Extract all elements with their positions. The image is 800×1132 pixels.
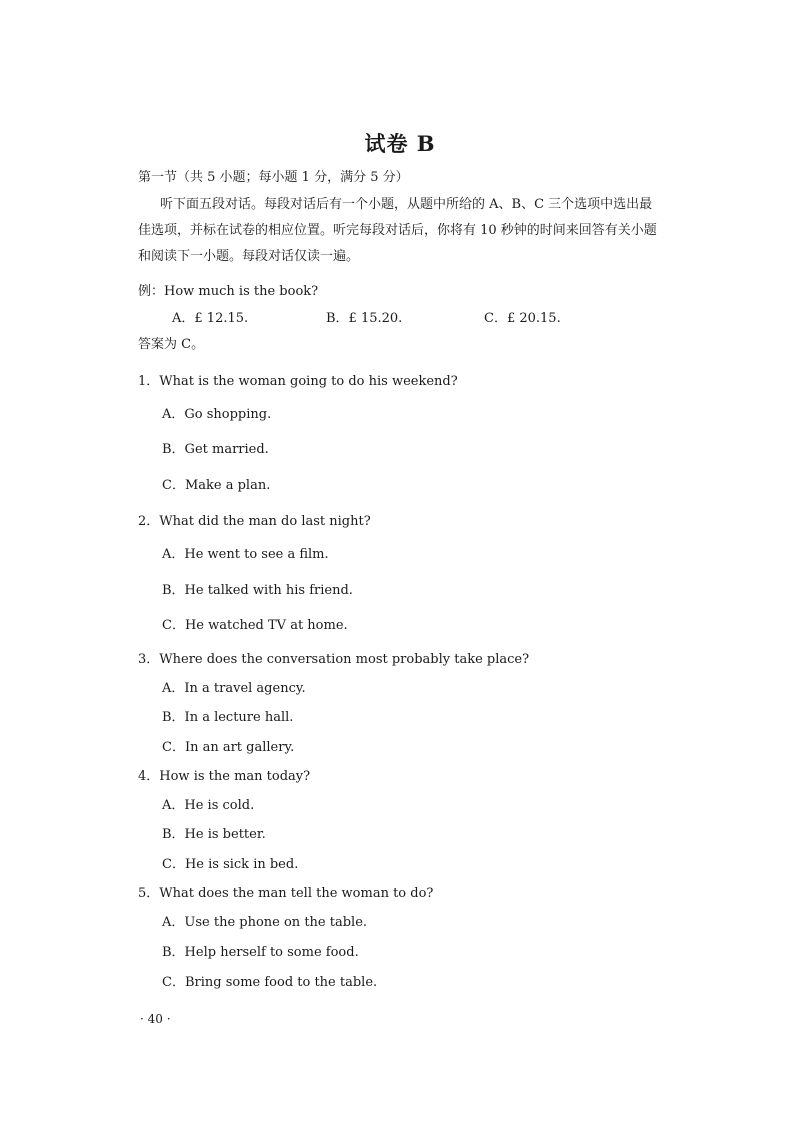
question-3: 3．Where does the conversation most probably take place? [138, 652, 530, 667]
page-number: · 40 · [140, 1012, 171, 1026]
question-4: 4．How is the man today? [138, 769, 311, 784]
question-1-option-a: A．Go shopping. [162, 407, 272, 422]
section-heading: 第一节（共 5 小题；每小题 1 分，满分 5 分） [138, 170, 409, 185]
page-title: 试卷 B [364, 131, 436, 156]
question-1-option-b: B．Get married. [162, 442, 269, 457]
instruction-line: 听下面五段对话。每段对话后有一个小题，从题中所给的 A、B、C 三个选项中选出最 [160, 197, 653, 212]
example-option-c: C．£ 20.15. [484, 311, 561, 326]
question-2-option-c: C．He watched TV at home. [162, 618, 348, 633]
example-question: 例：How much is the book? [138, 284, 319, 299]
example-option-a: A．£ 12.15. [172, 311, 249, 326]
question-5-option-c: C．Bring some food to the table. [162, 975, 378, 990]
question-3-option-b: B．In a lecture hall. [162, 710, 294, 725]
question-1: 1．What is the woman going to do his weekend? [138, 374, 458, 389]
example-option-b: B．£ 15.20. [326, 311, 403, 326]
example-answer: 答案为 C。 [138, 337, 205, 352]
question-2: 2．What did the man do last night? [138, 514, 371, 529]
question-5-option-a: A．Use the phone on the table. [162, 915, 368, 930]
question-2-option-a: A．He went to see a film. [162, 547, 329, 562]
question-5: 5．What does the man tell the woman to do? [138, 886, 434, 901]
instruction-line: 佳选项，并标在试卷的相应位置。听完每段对话后，你将有 10 秒钟的时间来回答有关小题 [138, 223, 657, 238]
question-3-option-a: A．In a travel agency. [162, 681, 306, 696]
question-4-option-b: B．He is better. [162, 827, 266, 842]
question-4-option-a: A．He is cold. [162, 798, 255, 813]
question-4-option-c: C．He is sick in bed. [162, 857, 299, 872]
question-5-option-b: B．Help herself to some food. [162, 945, 359, 960]
question-3-option-c: C．In an art gallery. [162, 740, 295, 755]
question-2-option-b: B．He talked with his friend. [162, 583, 353, 598]
instruction-line: 和阅读下一小题。每段对话仅读一遍。 [138, 249, 360, 264]
question-1-option-c: C．Make a plan. [162, 478, 271, 493]
